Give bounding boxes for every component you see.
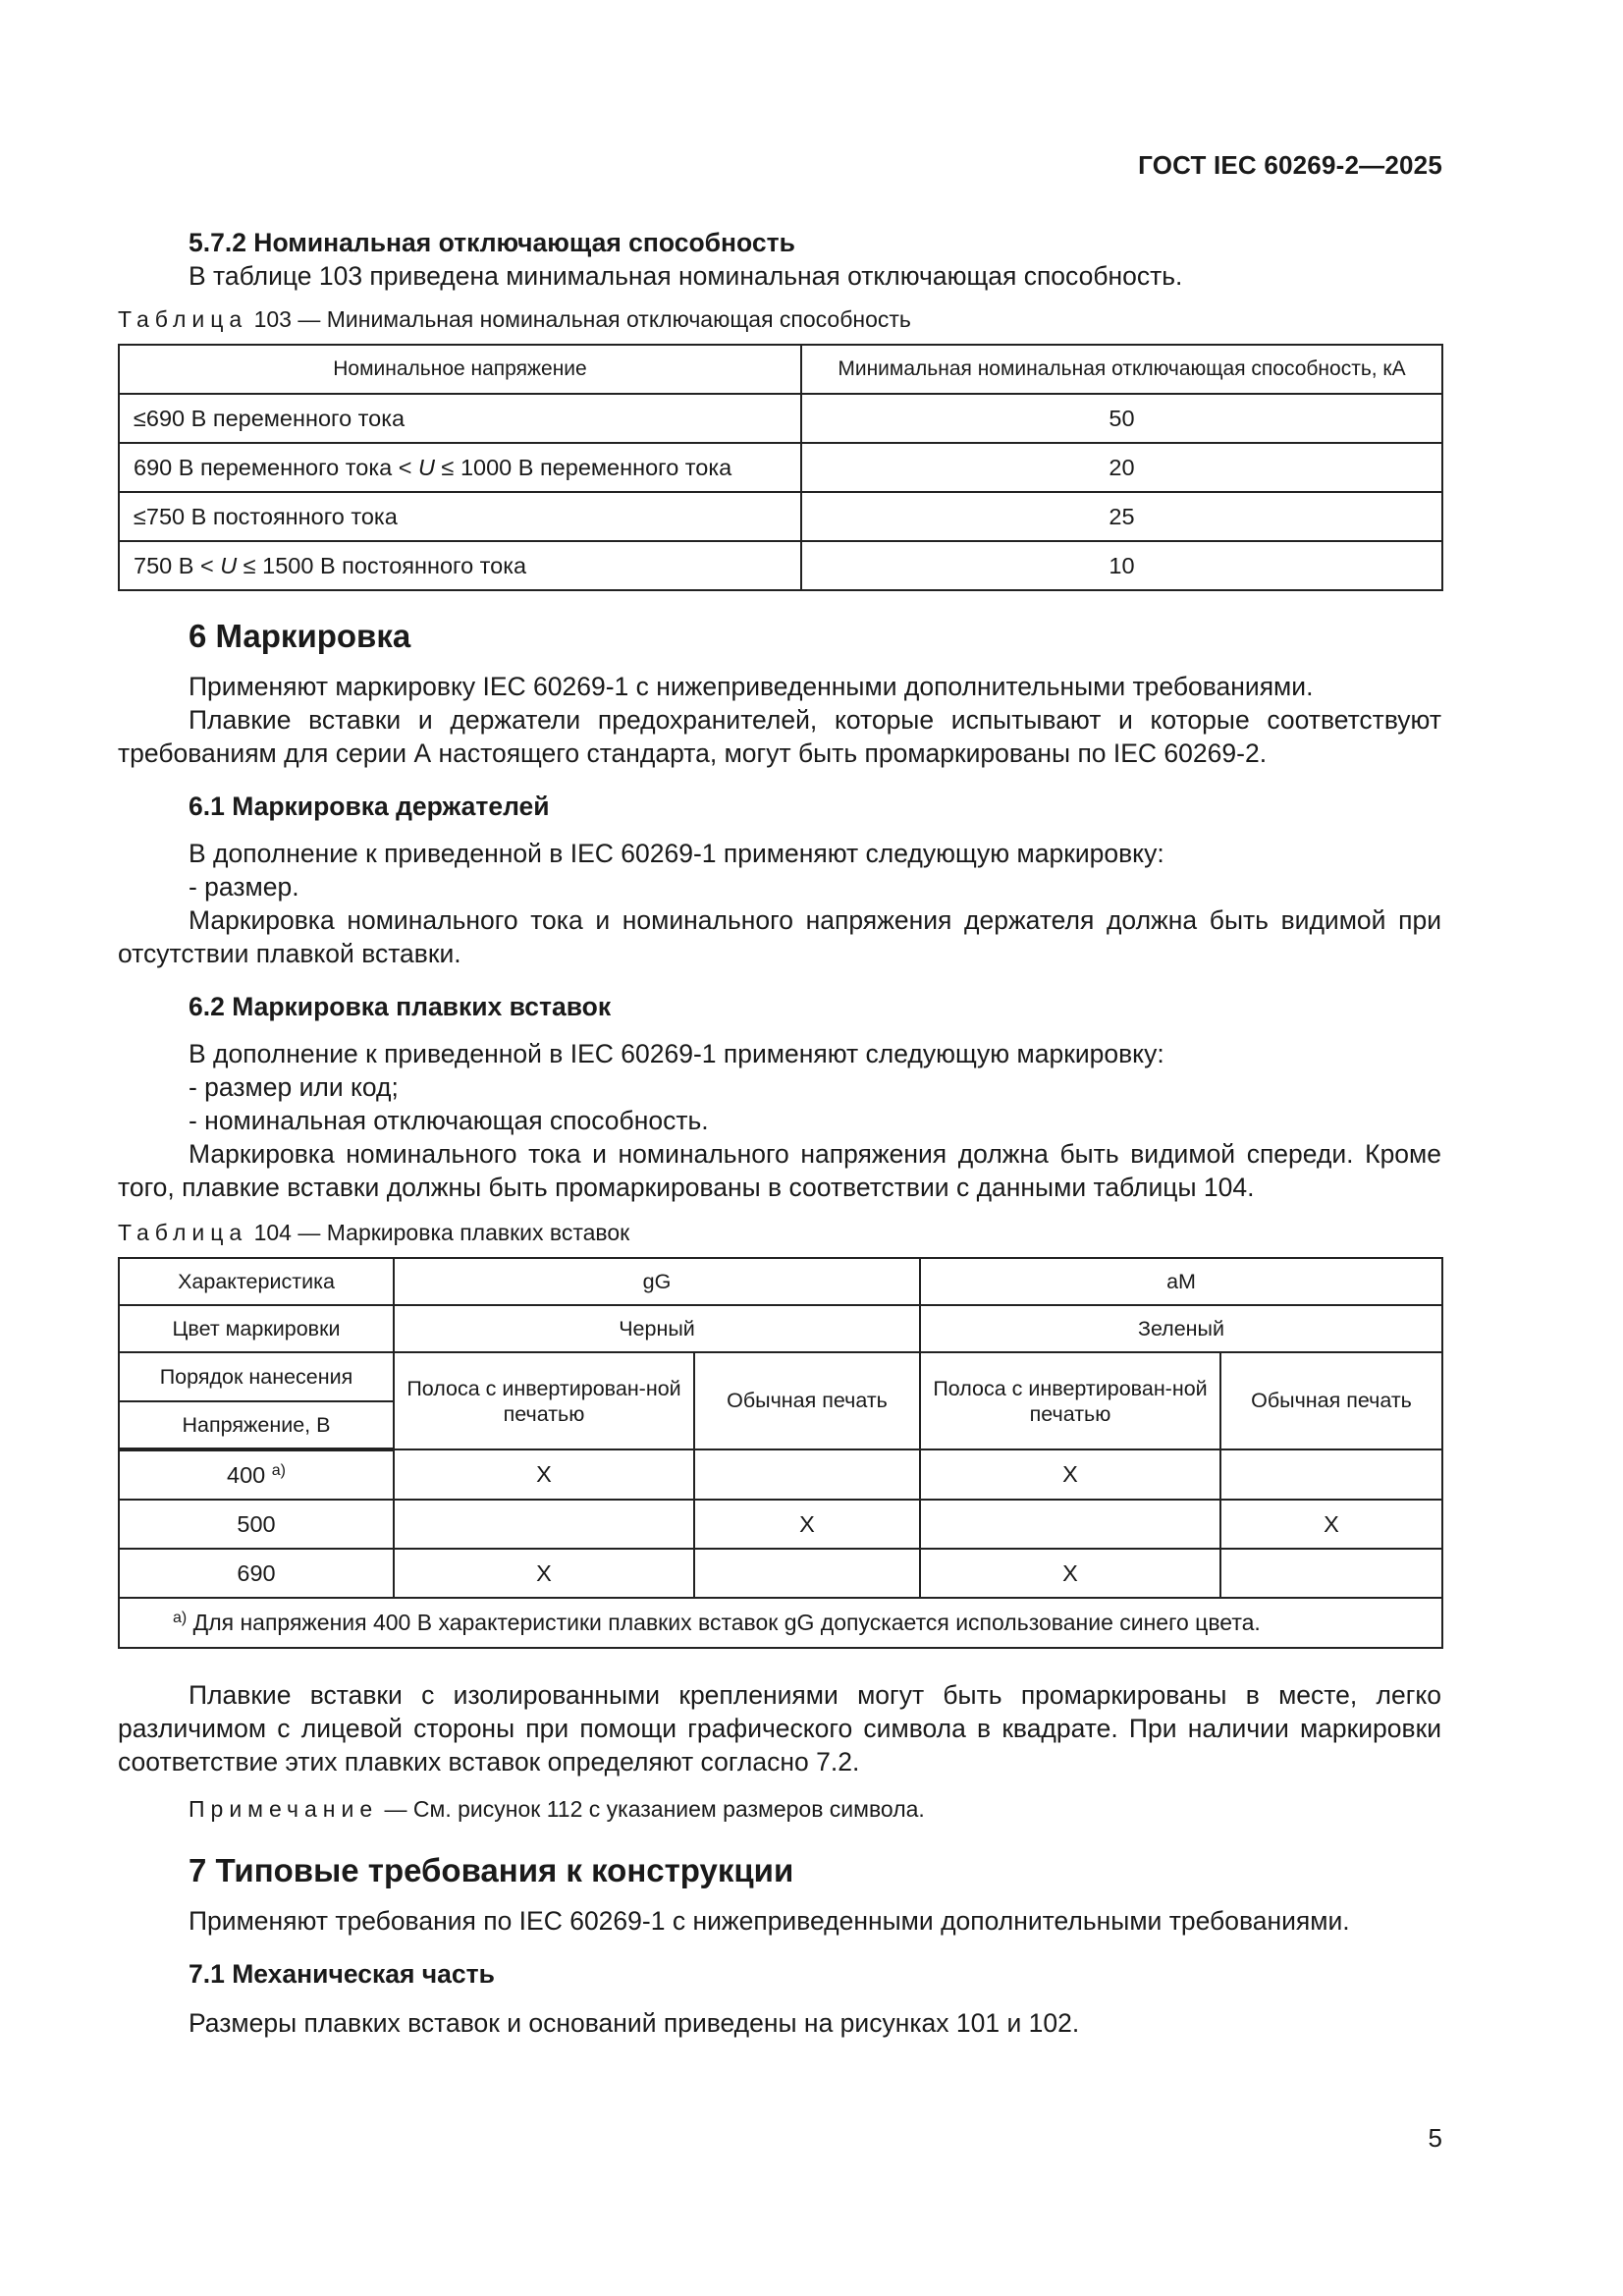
mark-cell [920,1500,1220,1549]
mark-cell: X [694,1500,920,1549]
voltage-text: ≤ 1000 В переменного тока [434,454,732,480]
capacity-cell: 10 [801,541,1442,590]
table-103 [118,344,1443,591]
row-label-cell: Порядок нанесения [119,1352,394,1401]
section-5-7-2-title: 5.7.2 Номинальная отключающая способность [189,228,795,257]
table-caption-word: Таблица [118,306,248,332]
table-footnote [119,1598,1442,1648]
table-caption-text: 104 — Маркировка плавких вставок [253,1220,630,1245]
color-am-cell: Зеленый [920,1305,1442,1352]
table-row [119,1258,1442,1305]
characteristic-gg-cell: gG [394,1258,920,1305]
plain-print-cell: Обычная печать [694,1352,920,1449]
inverted-stripe-cell: Полоса с инвертирован-ной печатью [920,1352,1220,1449]
color-gg-cell: Черный [394,1305,920,1352]
table-104-caption [118,1218,1441,1247]
table-caption-word: Таблица [118,1220,248,1245]
table-row [119,541,1442,590]
mark-cell: X [1220,1500,1442,1549]
document-id-header: ГОСТ IEC 60269-2—2025 [1138,150,1442,180]
characteristic-am-cell: aM [920,1258,1442,1305]
mark-cell: X [394,1449,694,1500]
footnote-marker: а) [173,1610,188,1626]
section-7-paragraph: Применяют требования по IEC 60269-1 с нижеприведенными дополнительными требованиями. [189,1906,1350,1936]
section-6-title: 6 Маркировка [189,618,411,654]
page-number: 5 [1428,2123,1442,2153]
footnote-text: Для напряжения 400 В характеристики плавких вставок gG допускается использование синего цвета. [187,1610,1261,1635]
voltage-value: 500 [237,1510,276,1537]
voltage-symbol: U [220,552,238,578]
table-row [119,1500,1442,1549]
voltage-text: 750 В < [134,552,221,578]
table-row [119,443,1442,492]
section-6-2-list-item: - размер или код; [189,1072,399,1102]
section-6-1-paragraph-2: Маркировка номинального тока и номинального напряжения держателя должна быть видимой при отсутствии плавкой вставки. [118,905,1441,968]
table-row [119,1352,1442,1401]
section-6-2-paragraph-2: Маркировка номинального тока и номинального напряжения должна быть видимой спереди. Кроме того, плавкие вставки должны быть промаркированы в соответствии с данными таблицы 104. [118,1139,1441,1202]
note-word: Примечание [189,1796,379,1822]
mark-cell [694,1549,920,1598]
voltage-text: ≤750 В постоянного тока [134,503,398,529]
table-header-cell: Минимальная номинальная отключающая способность, кА [801,345,1442,394]
capacity-cell: 50 [801,394,1442,443]
row-label-cell: Характеристика [119,1258,394,1305]
mark-cell [694,1449,920,1500]
voltage-value: 400 [227,1461,266,1488]
voltage-cell [119,1449,394,1500]
note-text: — См. рисунок 112 с указанием размеров символа. [378,1796,925,1822]
voltage-cell [119,1549,394,1598]
table-header-row [119,345,1442,394]
table-footnote-row [119,1598,1442,1648]
post-table-paragraph: Плавкие вставки с изолированными креплениями могут быть промаркированы в месте, легко различимом с лицевой стороны при помощи графического символа в квадрате. При наличии маркировки соответствие этих плавких вставок определяют согласно 7.2. [118,1680,1441,1777]
section-6-2-list-item: - номинальная отключающая способность. [189,1106,709,1135]
plain-print-cell: Обычная печать [1220,1352,1442,1449]
mark-cell [1220,1449,1442,1500]
mark-cell [1220,1549,1442,1598]
table-row [119,492,1442,541]
section-7-1-title: 7.1 Механическая часть [189,1959,495,1989]
table-row [119,394,1442,443]
voltage-cell [119,394,801,443]
table-row [119,1449,1442,1500]
section-5-7-2-paragraph: В таблице 103 приведена минимальная номинальная отключающая способность. [189,261,1183,291]
capacity-cell: 20 [801,443,1442,492]
voltage-value: 690 [237,1559,276,1586]
table-header-cell: Номинальное напряжение [119,345,801,394]
section-6-1-list-item: - размер. [189,872,299,902]
section-6-2-title: 6.2 Маркировка плавких вставок [189,992,612,1021]
table-caption-text: 103 — Минимальная номинальная отключающая способность [253,306,911,332]
section-7-title: 7 Типовые требования к конструкции [189,1852,794,1888]
section-7-1-paragraph: Размеры плавких вставок и оснований приведены на рисунках 101 и 102. [189,2008,1080,2038]
voltage-text: 690 В переменного тока < [134,454,418,480]
mark-cell [394,1500,694,1549]
mark-cell: X [920,1549,1220,1598]
note [118,1794,1441,1824]
row-label-cell: Цвет маркировки [119,1305,394,1352]
capacity-cell: 25 [801,492,1442,541]
voltage-text: ≤ 1500 В постоянного тока [237,552,527,578]
footnote-marker: а) [271,1461,286,1479]
section-6-1-paragraph-1: В дополнение к приведенной в IEC 60269-1 применяют следующую маркировку: [189,839,1164,868]
section-6-paragraph-1: Применяют маркировку IEC 60269-1 с нижеприведенными дополнительными требованиями. [189,672,1314,701]
table-103-caption [118,304,1441,334]
page-content [118,226,1441,2040]
voltage-cell [119,492,801,541]
voltage-cell [119,1500,394,1549]
inverted-stripe-cell: Полоса с инвертирован-ной печатью [394,1352,694,1449]
section-6-1-title: 6.1 Маркировка держателей [189,792,550,821]
table-row [119,1305,1442,1352]
table-104 [118,1257,1443,1649]
section-6-2-paragraph-1: В дополнение к приведенной в IEC 60269-1 применяют следующую маркировку: [189,1039,1164,1068]
section-6-paragraph-2: Плавкие вставки и держатели предохранителей, которые испытывают и которые соответствуют требованиям для серии А настоящего стандарта, могут быть промаркированы по IEC 60269-2. [118,705,1441,768]
table-row [119,1549,1442,1598]
mark-cell: X [920,1449,1220,1500]
voltage-cell [119,541,801,590]
mark-cell: X [394,1549,694,1598]
voltage-symbol: U [418,454,435,480]
voltage-text: ≤690 В переменного тока [134,405,406,431]
voltage-cell [119,443,801,492]
row-label-cell: Напряжение, В [119,1401,394,1449]
